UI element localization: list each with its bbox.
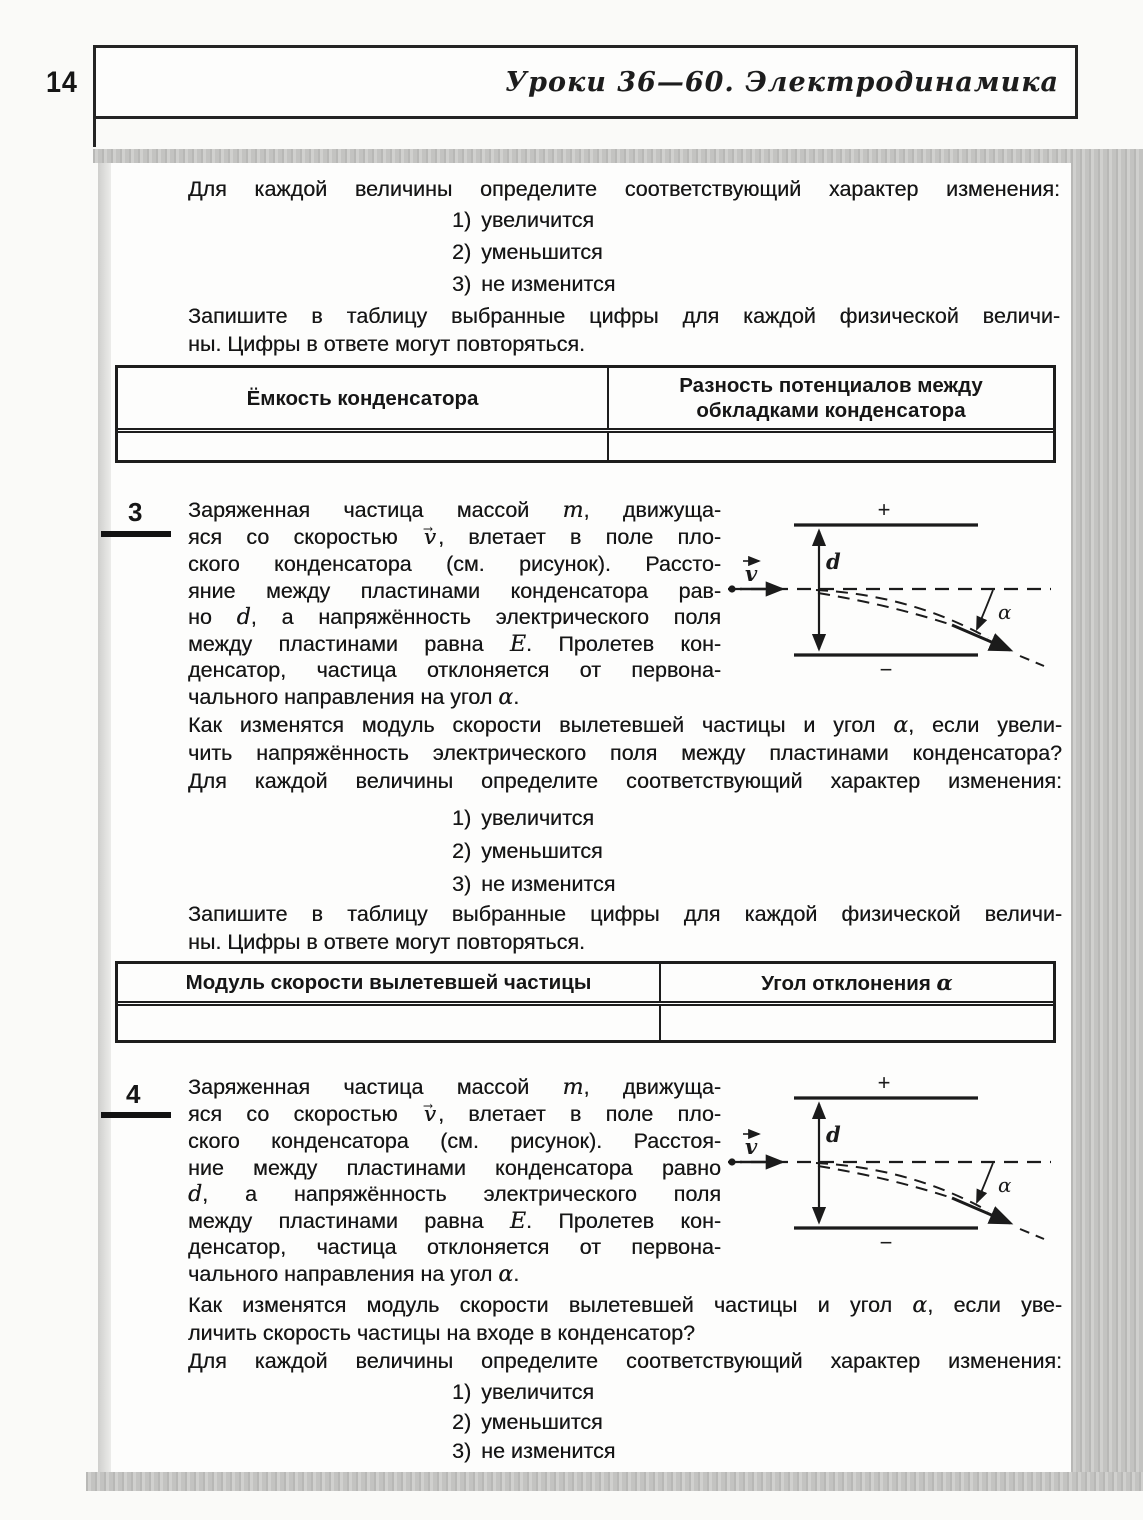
table-answer-row <box>118 1006 1053 1040</box>
velocity-label: v <box>745 561 758 586</box>
statement-line: между пластинами равна E. Пролетев кон- <box>188 630 721 657</box>
answer-table-capacitor <box>115 365 1056 463</box>
question-line: Как изменятся модуль скорости вылетевшей частицы и угол α, если уве- <box>188 1292 1062 1318</box>
option-number: 1) <box>452 208 472 232</box>
statement-line: ского конденсатора (см. рисунок). Расстоя- <box>188 1129 721 1153</box>
table-header-potential-difference: Разность потенциалов между обкладками конденсатора <box>679 374 983 422</box>
running-head-rule <box>93 119 96 147</box>
option-label: не изменится <box>481 872 616 896</box>
statement-line: денсатор, частица отклоняется от первона- <box>188 1235 721 1259</box>
option-decrease <box>452 1410 603 1435</box>
statement-line: но d, а напряжённость электрического поля <box>188 604 721 630</box>
option-label: уменьшится <box>481 240 603 264</box>
answer-cell <box>661 1006 1053 1040</box>
statement-line: чального направления на угол α. <box>188 683 520 710</box>
question-line: личить скорость частицы на входе в конденсатор? <box>188 1321 695 1345</box>
page-top-edge-shadow <box>93 149 1143 163</box>
statement-line: между пластинами равна E. Пролетев кон- <box>188 1207 721 1234</box>
page-left-edge-shadow <box>98 163 111 1472</box>
change-prompt: Для каждой величины определите соответствующий характер изменения: <box>188 177 1060 201</box>
exit-direction-tail <box>1020 656 1044 666</box>
table-header-deflection-angle: Угол отклонения α <box>761 969 953 995</box>
page-right-edge-shadow <box>1071 149 1143 1491</box>
option-number: 3) <box>452 1439 472 1463</box>
option-label: не изменится <box>481 272 616 296</box>
problem-statement <box>188 1074 721 1287</box>
statement-line: ние между пластинами конденсатора равно <box>188 1155 721 1180</box>
problem-number: 3 <box>128 497 143 527</box>
option-label: увеличится <box>481 806 595 830</box>
option-unchanged <box>452 1439 615 1464</box>
option-label: не изменится <box>481 1439 616 1463</box>
write-instruction-line: ны. Цифры в ответе могут повторяться. <box>188 332 585 356</box>
option-number: 3) <box>452 272 472 296</box>
statement-line: яние между пластинами конденсатора рав- <box>188 578 721 603</box>
page-bottom-edge-shadow <box>86 1472 1143 1491</box>
option-number: 1) <box>452 1380 472 1404</box>
trajectory-chord <box>818 593 952 625</box>
option-unchanged <box>452 872 615 897</box>
write-instruction-line: Запишите в таблицу выбранные цифры для каждой физической величи- <box>188 304 1060 328</box>
option-number: 2) <box>452 240 472 264</box>
statement-line: d, а напряжённость электрического поля <box>188 1181 721 1207</box>
option-label: уменьшится <box>481 839 603 863</box>
answer-cell <box>118 1006 661 1040</box>
table-header-row <box>118 964 1053 1006</box>
option-label: увеличится <box>481 208 595 232</box>
option-decrease <box>452 839 603 864</box>
plate-gap-label: d <box>826 549 841 574</box>
option-number: 2) <box>452 839 472 863</box>
table-header-row <box>118 368 1053 433</box>
capacitor-diagram <box>726 1068 1060 1258</box>
plus-sign: + <box>877 497 891 522</box>
statement-line: денсатор, частица отклоняется от первона- <box>188 658 721 682</box>
angle-label: α <box>998 600 1012 624</box>
statement-line: Заряженная частица массой m, движуща- <box>188 497 721 523</box>
exit-velocity-arrow <box>952 625 1010 650</box>
option-decrease <box>452 240 603 265</box>
question-line: чить напряжённость электрического поля между пластинами конденсатора? <box>188 741 1062 765</box>
change-prompt: Для каждой величины определите соответствующий характер изменения: <box>188 1349 1062 1373</box>
answer-table-speed-angle <box>115 961 1056 1043</box>
problem-number-rule <box>101 1112 171 1118</box>
problem-statement <box>188 497 721 710</box>
option-number: 3) <box>452 872 472 896</box>
problem-number-rule <box>101 531 171 537</box>
problem-number: 4 <box>126 1079 141 1109</box>
chapter-title: Уроки 36—60. Электродинамика <box>505 66 1059 98</box>
option-increase <box>452 806 594 831</box>
option-label: увеличится <box>481 1380 595 1404</box>
option-number: 2) <box>452 1410 472 1434</box>
question-line: Как изменятся модуль скорости вылетевшей частицы и угол α, если увели- <box>188 712 1062 738</box>
statement-line: чального направления на угол α. <box>188 1260 520 1287</box>
write-instruction-line: ны. Цифры в ответе могут повторяться. <box>188 930 585 954</box>
answer-cell <box>118 433 609 460</box>
table-header-exit-speed: Модуль скорости вылетевшей частицы <box>118 964 661 1001</box>
statement-line: ского конденсатора (см. рисунок). Рассто- <box>188 552 721 576</box>
angle-arc <box>977 590 993 629</box>
capacitor-diagram <box>726 495 1060 685</box>
table-answer-row <box>118 433 1053 460</box>
option-unchanged <box>452 272 615 297</box>
write-instruction-line: Запишите в таблицу выбранные цифры для каждой физической величи- <box>188 902 1062 926</box>
statement-line: яся со скоростью v →, влетает в поле пло- <box>188 1101 721 1129</box>
option-increase <box>452 1380 594 1405</box>
minus-sign: − <box>879 657 893 682</box>
table-header-capacitance: Ёмкость конденсатора <box>118 368 609 428</box>
answer-cell <box>609 433 1053 460</box>
page-number: 14 <box>46 66 78 99</box>
statement-line: яся со скоростью v →, влетает в поле пло- <box>188 524 721 552</box>
option-number: 1) <box>452 806 472 830</box>
particle-dot <box>728 585 735 592</box>
option-increase <box>452 208 594 233</box>
statement-line: Заряженная частица массой m, движуща- <box>188 1074 721 1100</box>
running-head-box <box>93 45 1078 119</box>
option-label: уменьшится <box>481 1410 603 1434</box>
change-prompt: Для каждой величины определите соответствующий характер изменения: <box>188 769 1062 793</box>
